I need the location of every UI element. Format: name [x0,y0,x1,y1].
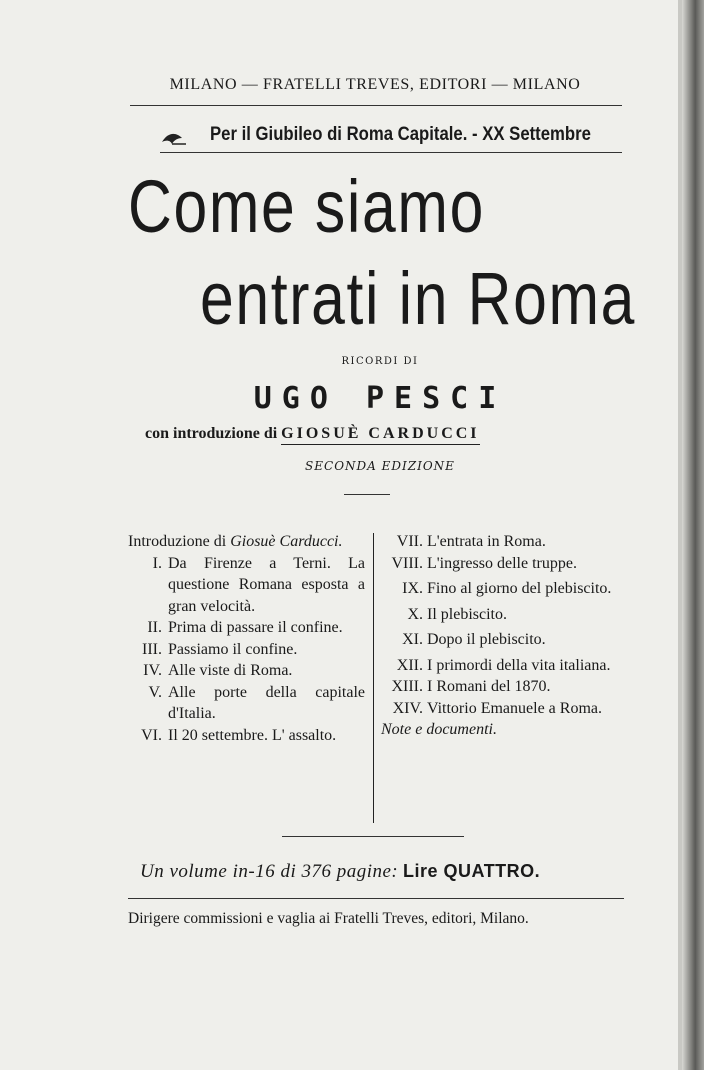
toc-text: Alle porte della capitale d'Italia. [168,683,365,722]
toc-entry [381,553,628,575]
toc-text: Alle viste di Roma. [168,662,293,679]
toc-number: IX. [402,580,423,597]
toc-number: V. [148,683,162,701]
title-line-1: Come siamo [128,165,485,248]
introduction-line [145,425,615,443]
short-rule [344,494,390,495]
toc-entry [128,639,365,661]
toc-entry [381,698,628,720]
toc-text: Dopo il plebiscito. [427,631,546,648]
toc-left-column [128,531,365,746]
toc-right-column [381,531,628,741]
toc-entry [128,553,365,618]
volume-description: Un volume in-16 di 376 pagine: [140,861,399,882]
jubilee-heading: Per il Giubileo di Roma Capitale. - XX Settembre [210,124,591,145]
toc-text: Vittorio Emanuele a Roma. [427,699,602,717]
book-spine [682,0,704,1070]
leaf-ornament-icon [160,130,188,150]
toc-text: Prima di passare il confine. [168,619,343,636]
toc-text: L'entrata in Roma. [427,533,546,550]
toc-text: Da Firenze a Terni. La questione Romana esposta a gran velocità. [168,554,365,615]
jubilee-underline [160,152,622,153]
volume-price: Lire QUATTRO. [403,861,541,881]
toc-entry [381,531,628,553]
toc-italic: Note e documenti. [381,721,497,738]
toc-entry [128,725,365,747]
top-rule [130,105,622,106]
toc-italic: Giosuè Carducci. [230,533,343,550]
toc-text: Passiamo il confine. [168,640,298,658]
toc-text: I Romani del 1870. [427,678,551,695]
toc-entry [128,660,365,682]
toc-number: XI. [402,631,423,648]
toc-number: XIV. [392,699,423,717]
toc-text: Fino al giorno del plebiscito. [427,580,612,597]
toc-text: Il 20 settembre. L' assalto. [168,726,337,744]
toc-entry [128,531,365,553]
toc-number: VI. [141,726,162,744]
toc-number: XII. [396,656,423,674]
author-name: UGO PESCI [253,381,507,416]
table-of-contents [128,531,628,826]
footer-note: Dirigere commissioni e vaglia ai Fratelli Treves, editori, Milano. [128,910,529,927]
toc-text: Il plebiscito. [427,605,507,623]
toc-entry [381,629,628,651]
toc-number: II. [147,619,162,636]
toc-number: VIII. [391,554,423,572]
column-separator [373,533,374,823]
middle-rule [282,836,464,837]
bottom-rule [128,898,624,899]
toc-entry [128,682,365,725]
toc-number: IV. [143,662,162,679]
toc-text: I primordi della vita italiana. [427,656,611,674]
title-line-2: entrati in Roma [200,257,637,340]
intro-prefix: con introduzione di [145,425,278,442]
toc-entry [381,655,628,677]
toc-number: VII. [396,533,423,550]
toc-number: I. [152,554,162,572]
volume-line [140,861,620,883]
toc-text: L'ingresso delle truppe. [427,554,577,572]
toc-entry [381,604,628,626]
intro-author: GIOSUÈ CARDUCCI [281,425,479,445]
ricordi-label: RICORDI DI [341,356,419,367]
toc-number: XIII. [391,678,423,695]
toc-entry [128,617,365,639]
toc-text: Introduzione di [128,533,227,550]
edition-label: SECONDA EDIZIONE [305,459,455,473]
toc-number: III. [142,640,162,658]
toc-entry [381,676,628,698]
publisher-line: MILANO — FRATELLI TREVES, EDITORI — MILANO [169,76,581,93]
toc-entry [381,578,628,600]
toc-number: X. [407,605,423,623]
toc-entry [381,719,628,741]
